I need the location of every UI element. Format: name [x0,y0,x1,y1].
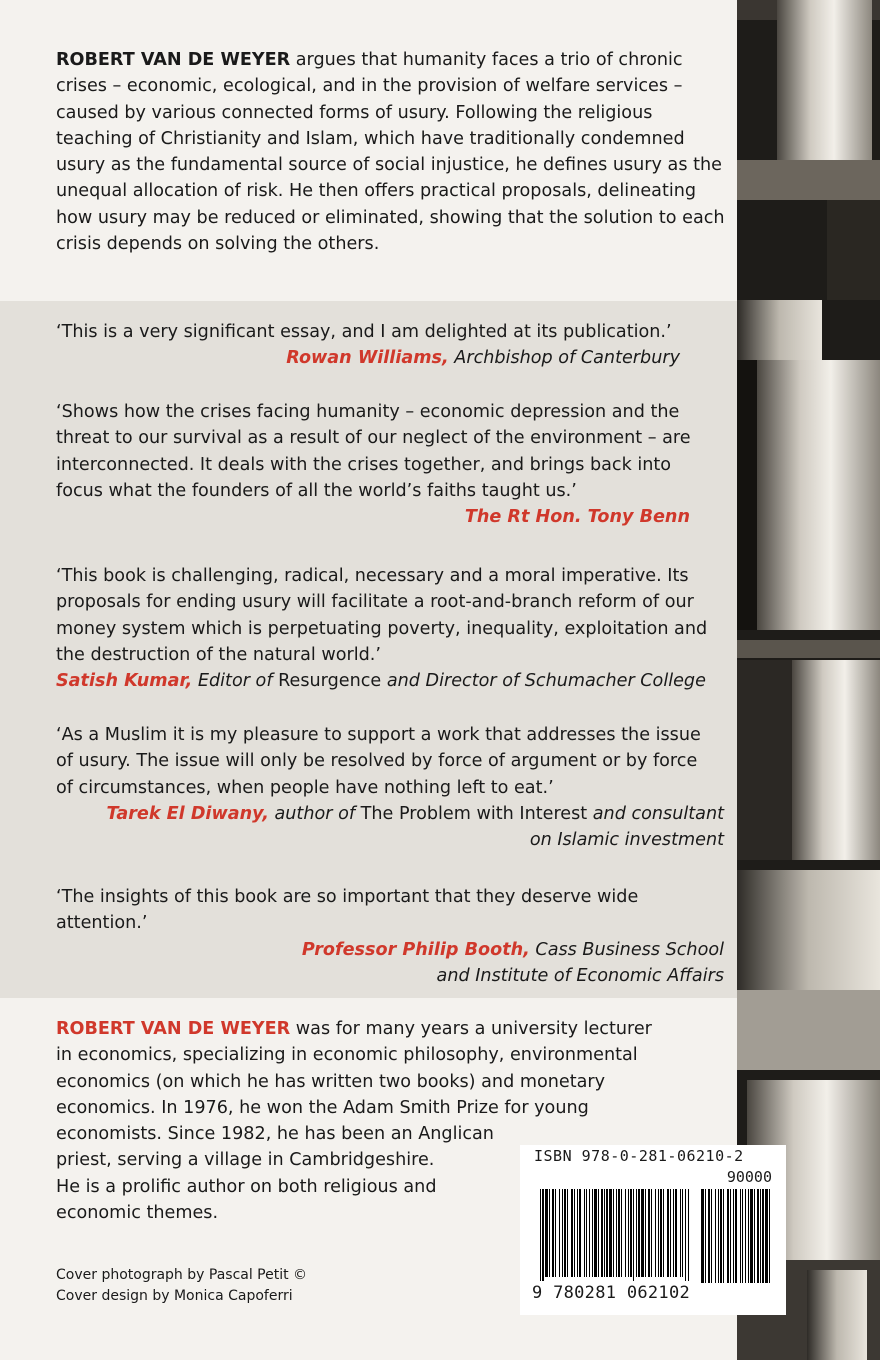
endorsement-3 [56,563,716,694]
barcode-bar [589,1189,590,1277]
addon-bar [769,1189,770,1283]
endorser-role: Cass Business School [529,939,724,960]
bio-line: was for many years a university lecturer [290,1019,652,1039]
barcode-bar [670,1189,671,1277]
publication-title: Resurgence [278,671,382,692]
endorser-role-cont: and consultant [587,803,724,824]
addon-bar [735,1189,737,1283]
endorser-role: author of [268,803,361,824]
barcode-bar [621,1189,622,1277]
bio-line: in economics, specializing in economic philosophy, environmental [56,1045,638,1066]
barcode-bar [609,1189,612,1277]
barcode-bar [594,1189,597,1277]
addon-bar [708,1189,710,1283]
addon-bar [730,1189,731,1283]
barcode-bar [577,1189,578,1277]
endorser-name: Professor Philip Booth, [301,939,530,960]
endorsement-attribution-line2: and Institute of Economic Affairs [436,965,724,986]
barcode-bar [680,1189,681,1277]
endorsement-attribution [56,801,724,827]
barcode-bar [567,1189,568,1277]
barcode-bar [604,1189,605,1277]
blurb-paragraph [56,47,728,257]
barcode-bar [660,1189,662,1277]
endorsement-attribution [56,668,716,694]
endorsement-attribution [56,937,724,963]
barcode-bar [682,1189,683,1277]
barcode-bar [655,1189,656,1277]
isbn-number: ISBN 978-0-281-06210-2 [534,1147,744,1165]
addon-bar [750,1189,753,1283]
barcode-bar [555,1189,556,1277]
barcode-bar [648,1189,650,1277]
endorser-name: Rowan Williams, [286,348,449,369]
endorsement-quote: ‘Shows how the crises facing humanity – economic depression and the threat to our survival as a result of our neglect of the environment – are interconnected. It deals with the crises together, and brings back into focus what the founders of all the world’s faiths taught us.’ [56,402,691,501]
barcode-bar [688,1189,689,1281]
endorser-role-cont: and Director of Schumacher College [381,671,706,692]
barcode-bar [601,1189,603,1277]
bio-line: economic themes. [56,1203,219,1224]
barcode-bar [579,1189,581,1277]
barcode-bar [574,1189,575,1277]
endorsement-attribution [56,504,716,530]
endorser-name: Tarek El Diwany, [106,803,269,824]
bio-line: priest, serving a village in Cambridgeshire. [56,1150,435,1171]
barcode-bar [598,1189,599,1277]
bio-line: He is a prolific author on both religious and [56,1176,437,1197]
addon-bar [727,1189,729,1283]
endorsement-quote: ‘As a Muslim it is my pleasure to support a work that addresses the issue of usury. The issue will only be resolved by force of argument or by force of circumstances, when people have nothing left to eat.’ [56,725,701,798]
addon-bar [762,1189,764,1283]
endorsement-attribution-line2: on Islamic investment [529,830,724,851]
barcode-bar [638,1189,640,1277]
bio-line: economics. In 1976, he won the Adam Smith Prize for young [56,1097,589,1118]
bio-line: economists. Since 1982, he has been an Anglican [56,1124,494,1145]
bio-author-name: ROBERT VAN DE WEYER [56,1019,291,1039]
barcode-bar [584,1189,585,1277]
barcode-bar [542,1189,544,1281]
endorsement-1 [56,319,716,372]
endorsement-2 [56,399,716,530]
ean-number: 9 780281 062102 [532,1283,691,1303]
barcode-bar [630,1189,632,1277]
addon-bar [742,1189,743,1283]
addon-bar [715,1189,716,1283]
blurb-text: argues that humanity faces a trio of chronic crises – economic, ecological, and in the provision of welfare services – caused by various connected forms of usury. Following the religious teaching of Christianity and Islam, which have traditionally condemned usury as the fundamental source of social injustice, he defines usury as the unequal allocation of risk. He then offers practical proposals, delineating how usury may be reduced or eliminated, showing that the solution to each crisis depends on solving the others. [56,50,725,255]
endorsements-band [0,301,737,998]
endorsement-5 [56,884,724,989]
barcode-bar [586,1189,587,1277]
blurb-author-name: ROBERT VAN DE WEYER [56,50,291,70]
barcode-bar [636,1189,637,1277]
addon-bar [740,1189,741,1283]
addon-bar [760,1189,761,1283]
endorser-role: Archbishop of Canterbury [448,348,680,369]
barcode-bar [641,1189,644,1277]
addon-bar [757,1189,759,1283]
addon-bar [701,1189,704,1283]
barcode-bar [667,1189,669,1277]
addon-bar [748,1189,749,1283]
addon-bar [765,1189,768,1283]
book-title: The Problem with Interest [360,803,588,824]
barcode-bar [552,1189,554,1277]
addon-bar [705,1189,706,1283]
barcode-bar [562,1189,563,1277]
barcode-bar [685,1189,686,1281]
endorsement-quote: ‘This book is challenging, radical, necessary and a moral imperative. Its proposals for ending usury will facilitate a root-and-branch reform of our money system which is perpetuating poverty, inequality, exploitation and the destruction of the natural world.’ [56,566,708,665]
barcode-bar [571,1189,573,1277]
barcode-bar [549,1189,550,1277]
endorser-name: The Rt Hon. Tony Benn [464,507,690,528]
barcode-bar [564,1189,566,1277]
photo-credit: Cover photograph by Pascal Petit © [56,1267,308,1283]
design-credit: Cover design by Monica Capoferri [56,1288,293,1304]
endorsement-quote: ‘The insights of this book are so important that they deserve wide attention.’ [56,887,639,934]
barcode-bar [651,1189,652,1277]
endorsement-4 [56,722,724,853]
barcode-bar [658,1189,659,1277]
barcode-bar [613,1189,614,1277]
cover-credits [56,1265,307,1307]
addon-bar [711,1189,712,1283]
barcode-bar [675,1189,677,1277]
barcode-bar [618,1189,620,1277]
addon-bar [745,1189,746,1283]
barcode-bar [645,1189,646,1277]
endorser-role: Editor of [192,671,279,692]
barcode-bar [616,1189,617,1277]
barcode-bar [606,1189,608,1277]
addon-bar [723,1189,724,1283]
bio-line: economics (on which he has written two books) and monetary [56,1071,606,1092]
barcode-bar [673,1189,674,1277]
addon-bar [718,1189,719,1283]
endorsement-quote: ‘This is a very significant essay, and I am delighted at its publication.’ [56,322,672,342]
barcode-bar [559,1189,560,1277]
addon-bar [720,1189,722,1283]
price-addon-number: 90000 [726,1168,772,1186]
barcode-bar [628,1189,629,1277]
barcode-bar [540,1189,541,1281]
barcode-bar [592,1189,593,1277]
addon-bar [733,1189,734,1283]
barcode-bar [633,1189,634,1281]
barcode-bar [663,1189,664,1277]
endorser-name: Satish Kumar, [56,671,193,692]
endorsement-attribution [56,345,716,371]
barcode-bar [545,1189,548,1277]
isbn-barcode [520,1145,786,1315]
barcode-bar [625,1189,626,1277]
addon-bar [754,1189,755,1283]
